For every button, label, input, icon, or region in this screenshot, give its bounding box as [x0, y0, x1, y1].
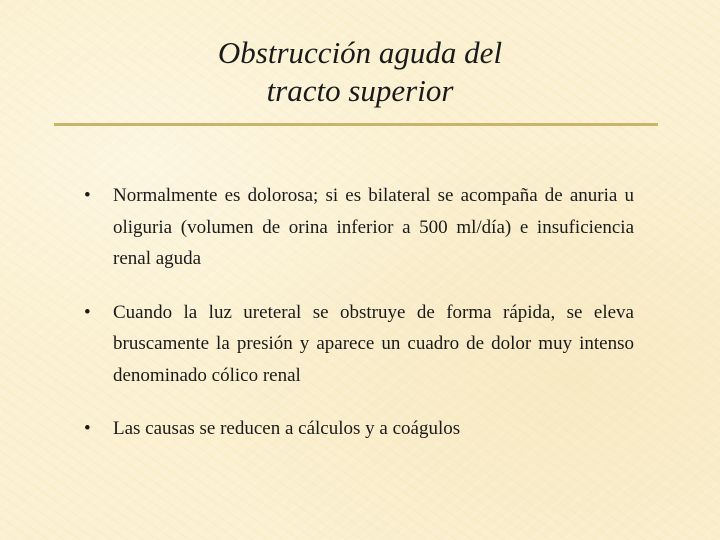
- bullet-item: [84, 413, 634, 445]
- bullet-marker: •: [84, 301, 91, 323]
- bullet-text: Normalmente es dolorosa; si es bilateral se acompaña de anuria u oliguria (volumen de orina inferior a 500 ml/día) e insuficiencia renal aguda: [113, 185, 634, 269]
- slide-title-line-1: Obstrucción aguda del: [217, 35, 503, 70]
- bullet-item: [84, 180, 634, 275]
- bullet-item: [84, 297, 634, 392]
- bullet-marker: •: [84, 185, 91, 206]
- bullet-text: Cuando la luz ureteral se obstruye de forma rápida, se eleva bruscamente la presión y aparece un cuadro de dolor muy intenso denominado cólico renal: [113, 301, 634, 386]
- bullet-list: [84, 180, 634, 467]
- title-divider: [54, 123, 658, 126]
- bullet-text: Las causas se reducen a cálculos y a coágulos: [113, 418, 461, 439]
- slide-title-line-2: tracto superior: [266, 73, 454, 108]
- slide-title: [0, 34, 720, 110]
- bullet-marker: •: [84, 418, 91, 439]
